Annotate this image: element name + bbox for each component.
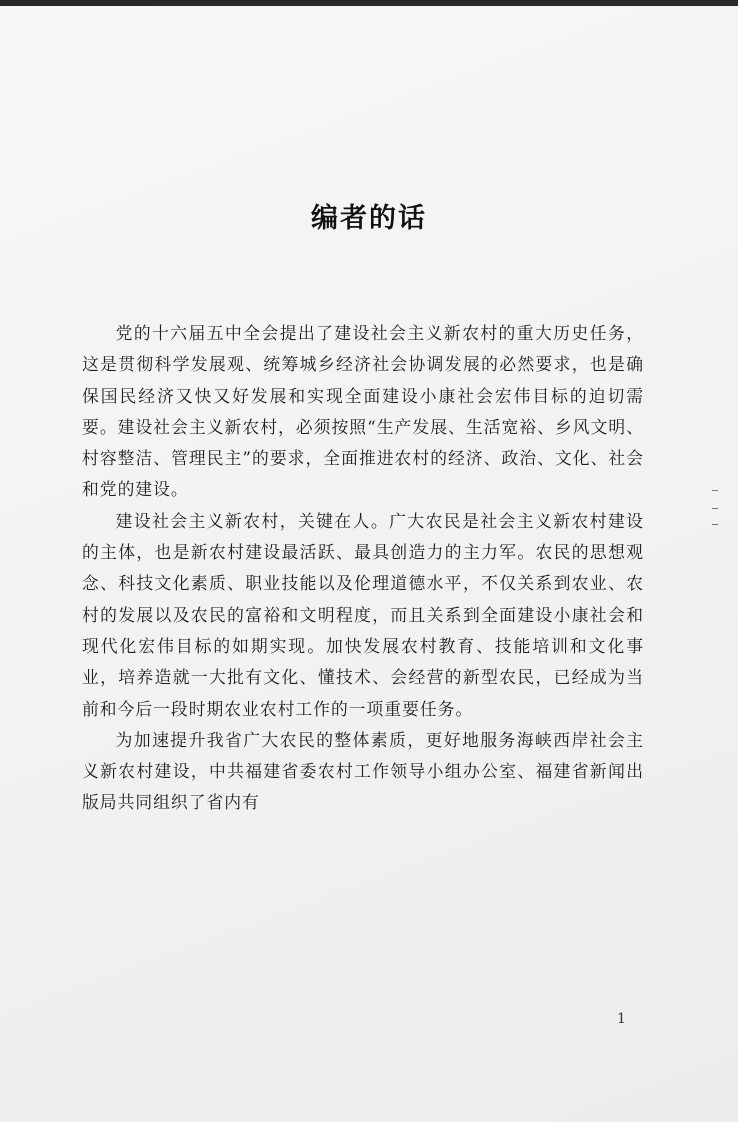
- page-title: 编者的话: [311, 203, 427, 234]
- book-page: [0, 6, 738, 1122]
- margin-mark: [712, 508, 718, 509]
- paragraph-2: 建设社会主义新农村，关键在人。广大农民是社会主义新农村建设的主体，也是新农村建设最活跃、最具创造力的主力军。农民的思想观念、科技文化素质、职业技能以及伦理道德水平，不仅关系到农业、农村的发展以及农民的富裕和文明程度，而且关系到全面建设小康社会和现代化宏伟目标的如期实现。加快发展农村教育、技能培训和文化事业，培养造就一大批有文化、懂技术、会经营的新型农民，已经成为当前和今后一段时期农业农村工作的一项重要任务。: [82, 510, 644, 719]
- paragraph-1: 党的十六届五中全会提出了建设社会主义新农村的重大历史任务，这是贯彻科学发展观、统筹城乡经济社会协调发展的必然要求，也是确保国民经济又快又好发展和实现全面建设小康社会宏伟目标的迫切需要。建设社会主义新农村，必须按照“生产发展、生活宽裕、乡风文明、村容整洁、管理民主”的要求，全面推进农村的经济、政治、文化、社会和党的建设。: [82, 323, 644, 500]
- body-text: [82, 318, 644, 819]
- margin-mark: [712, 524, 718, 525]
- paragraph-3: 为加速提升我省广大农民的整体素质，更好地服务海峡西岸社会主义新农村建设，中共福建省委农村工作领导小组办公室、福建省新闻出版局共同组织了省内有: [82, 729, 644, 813]
- page-number: 1: [617, 1011, 626, 1027]
- margin-mark: [712, 490, 718, 491]
